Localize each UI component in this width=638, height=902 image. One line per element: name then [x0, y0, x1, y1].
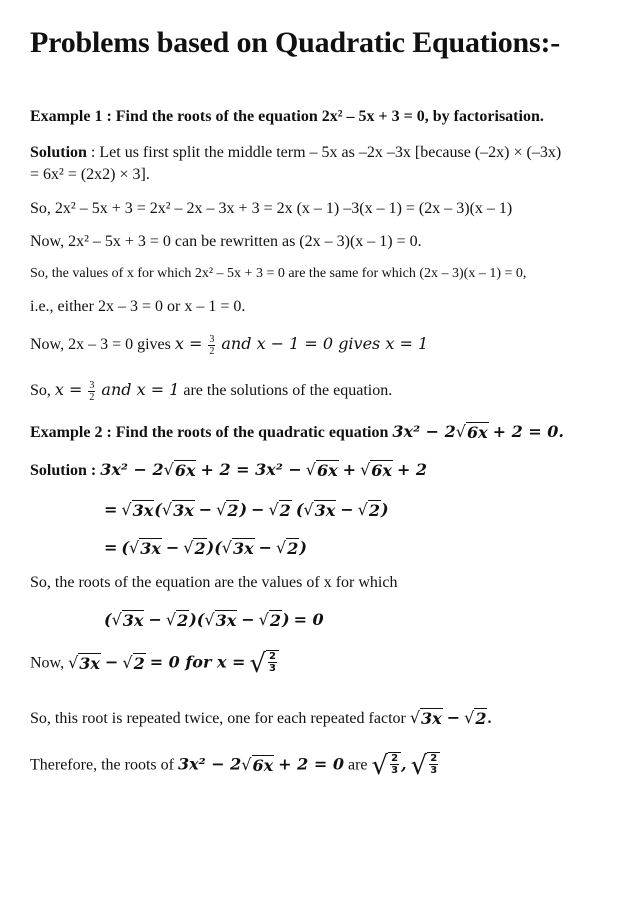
so-rest-text: are the solutions of the equation. [179, 382, 393, 400]
example2-root-line: Now, √ 3x − √ 2 = 0 for x = √ $\frac{2}{3}$ [30, 650, 279, 678]
example2-heading-prefix: Example 2 : Find the roots of the quadratic equation [30, 424, 393, 441]
example2-values-line: So, the roots of the equation are the values of x for which [30, 574, 398, 591]
so-x: x = [54, 380, 83, 400]
example1-solution-line2: = 6x² = (2x2) × 3]. [30, 166, 150, 183]
example1-solutions-line [30, 380, 392, 403]
sqrt-6x: √ 6x [241, 754, 274, 775]
sqrt-6x: √ 6x [455, 422, 488, 442]
sqrt-2: √ 2 [464, 708, 487, 728]
example2-heading [30, 422, 564, 442]
page-title: Problems based on Quadratic Equations:- [30, 26, 561, 59]
sqrt-2: √ 2 [183, 538, 206, 558]
sqrt-6x: √ 6x [305, 460, 338, 480]
sqrt-3x: √ 3x [409, 708, 442, 728]
example1-values-line: So, the values of x for which 2x² – 5x + 3 = 0 are the same for which (2x – 3)(x – 1) = 0, [30, 266, 527, 281]
sqrt-6x: √ 6x [360, 460, 392, 480]
example2-step3: = ( √ 3x − √ 2 )( √ 3x − √ 2 ) [104, 538, 307, 558]
sqrt-2: √ 2 [357, 500, 381, 520]
sqrt-3x: √ 3x [303, 500, 336, 520]
example2-repeat-line: So, this root is repeated twice, one for each repeated factor √ 3x − √ 2 . [30, 708, 492, 728]
example2-heading-eq-a: 3x² − 2 [392, 422, 456, 441]
example2-solution-line1: Solution : 3x² − 2 √ 6x + 2 = 3x² − √ 6x + √ 6x + 2 [30, 460, 428, 480]
sqrt-2: √ 2 [216, 500, 239, 520]
sqrt-3x: √ 3x [128, 538, 161, 558]
example1-split-line: So, 2x² – 5x + 3 = 2x² – 2x – 3x + 3 = 2x (x – 1) –3(x – 1) = (2x – 3)(x – 1) [30, 200, 513, 217]
sqrt-2: √ 2 [258, 610, 281, 630]
sqrt-3x: √ 3x [221, 538, 254, 558]
sqrt-2: √ 2 [165, 610, 189, 630]
example2-therefore-line: Therefore, the roots of 3x² − 2 √ 6x + 2 = 0 are √ $\frac{2}{3}$ , √ $\frac{2}{3}$ [30, 752, 440, 780]
example1-rewrite-line: Now, 2x² – 5x + 3 = 0 can be rewritten as (2x – 3)(x – 1) = 0. [30, 233, 422, 250]
sqrt-2: √ 2 [268, 500, 291, 520]
example2-heading-eq-b: + 2 = 0. [492, 422, 564, 441]
gives-prefix: Now, 2x – 3 = 0 gives [30, 336, 175, 354]
example2-factored-eq: ( √ 3x − √ 2 )( √ 3x − √ 2 ) = 0 [104, 610, 324, 630]
sqrt-6x: √ 6x [163, 460, 196, 480]
example1-solution-line1 [30, 144, 561, 162]
solution-text: : Let us first split the middle term – 5x as –2x –3x [because (–2x) × (–3x) [86, 144, 562, 161]
fraction-three-halves: $\frac{3}{2}$ [209, 334, 215, 357]
sqrt-two-thirds: √ $\frac{2}{3}$ [411, 752, 441, 780]
sqrt-3x: √ 3x [111, 610, 144, 630]
solution-label: Solution [30, 144, 87, 161]
so-prefix: So, [30, 382, 55, 400]
sqrt-3x: √ 3x [121, 500, 154, 520]
sqrt-two-thirds: √ $\frac{2}{3}$ [249, 650, 279, 678]
sqrt-3x: √ 3x [161, 500, 194, 520]
sqrt-3x: √ 3x [204, 610, 237, 630]
sqrt-two-thirds: √ $\frac{2}{3}$ [372, 752, 402, 780]
solution-label-2: Solution : [30, 462, 101, 479]
example1-heading [30, 108, 544, 126]
gives-rest: and x − 1 = 0 gives x = 1 [221, 334, 429, 354]
example1-heading-equation: 2x² – 5x + 3 = 0, by factorisation. [321, 108, 544, 125]
so-rest-math: and x = 1 [101, 380, 180, 400]
gives-x: x = [174, 334, 203, 354]
sqrt-2: √ 2 [122, 652, 145, 673]
example2-step2: = √ 3x ( √ 3x − √ 2 ) − √ 2 ( √ 3x − √ 2 ) [104, 500, 389, 520]
example1-heading-prefix: Example 1 : Find the roots of the equation [30, 108, 322, 125]
sqrt-3x: √ 3x [68, 652, 100, 673]
example1-either-line: i.e., either 2x – 3 = 0 or x – 1 = 0. [30, 298, 246, 315]
example1-gives-line [30, 334, 428, 357]
fraction-three-halves-2: $\frac{3}{2}$ [89, 380, 95, 403]
sqrt-2: √ 2 [276, 538, 299, 558]
